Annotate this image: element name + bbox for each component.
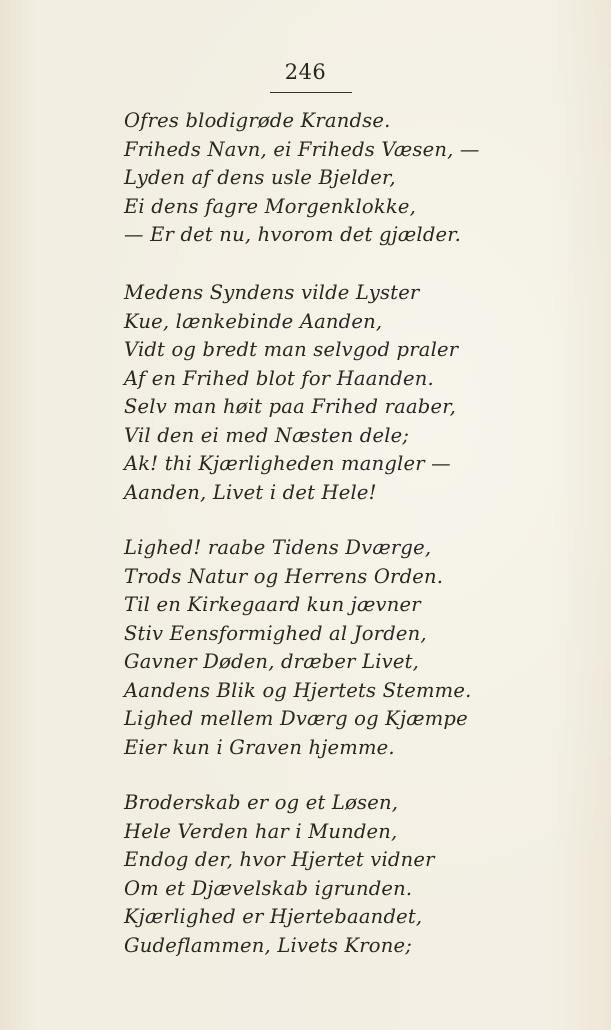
poem-line: Vil den ei med Næsten dele; <box>124 423 410 447</box>
poem-line: Aandens Blik og Hjertets Stemme. <box>124 678 472 702</box>
poem-line: Vidt og bredt man selvgod praler <box>124 338 459 361</box>
poem-line: Aanden, Livet i det Hele! <box>124 480 377 504</box>
stanza-1 <box>124 107 484 250</box>
poem-line: Om et Djævelskab igrunden. <box>124 876 413 900</box>
poem-line: Ei dens fagre Morgenklokke, <box>124 194 417 218</box>
poem-line: Friheds Navn, ei Friheds Væsen, — <box>124 137 480 161</box>
poem-line: Eier kun i Graven hjemme. <box>124 735 395 759</box>
poem-line: Kjærlighed er Hjertebaandet, <box>124 905 423 928</box>
stanza-2 <box>124 279 484 507</box>
poem-line: Gavner Døden, dræber Livet, <box>124 650 420 673</box>
poem-line: Selv man høit paa Frihed raaber, <box>124 395 456 418</box>
poem-line: Endog der, hvor Hjertet vidner <box>124 848 435 871</box>
page-number-rule <box>270 92 352 93</box>
poem-line: Gudeflammen, Livets Krone; <box>124 933 412 957</box>
poem-line: Broderskab er og et Løsen, <box>124 791 399 814</box>
poem-line: Til en Kirkegaard kun jævner <box>124 593 421 616</box>
poem-line: Trods Natur og Herrens Orden. <box>124 564 444 588</box>
poem-line: Lighed! raabe Tidens Dværge, <box>124 536 432 559</box>
poem-line: Hele Verden har i Munden, <box>124 819 398 843</box>
stanza-3 <box>124 534 484 762</box>
poem-line: Kue, lænkebinde Aanden, <box>124 309 383 333</box>
poem-line: Lyden af dens usle Bjelder, <box>124 166 396 189</box>
page-number: 246 <box>284 60 327 84</box>
poem-line: Stiv Eensformighed al Jorden, <box>124 621 427 645</box>
stanza-4 <box>124 789 484 960</box>
poem-line: Ak! thi Kjærligheden mangler — <box>124 452 451 475</box>
poem-line: Lighed mellem Dværg og Kjæmpe <box>124 707 468 730</box>
poem-line: Medens Syndens vilde Lyster <box>124 281 420 304</box>
poem-line: — Er det nu, hvorom det gjælder. <box>124 223 462 246</box>
poem-line: Ofres blodigrøde Krandse. <box>124 109 391 132</box>
poem-line: Af en Frihed blot for Haanden. <box>124 366 434 390</box>
